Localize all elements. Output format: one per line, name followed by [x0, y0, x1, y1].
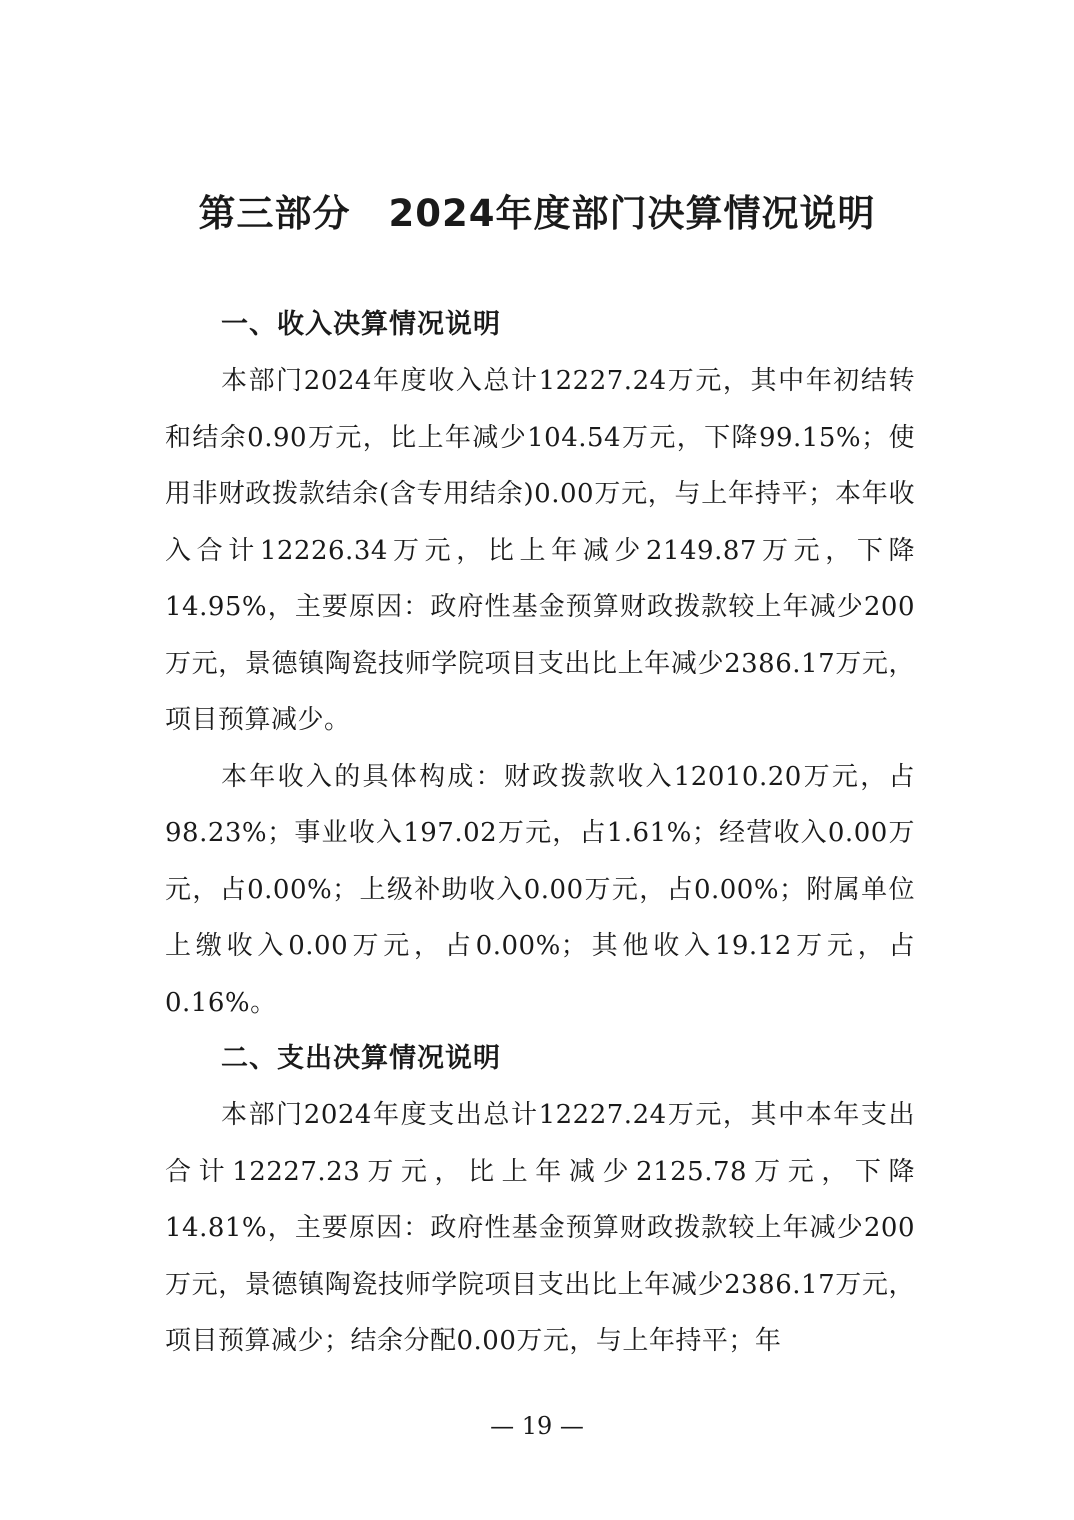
section-expenditure [165, 1031, 915, 1370]
page-number: — 19 — [490, 1412, 584, 1440]
paragraph: 本部门2024年度支出总计12227.24万元，其中本年支出合计12227.23万元，比上年减少2125.78万元，下降14.81%，主要原因：政府性基金预算财政拨款较上年减少200万元，景德镇陶瓷技师学院项目支出比上年减少2386.17万元，项目预算减少；结余分配0.00万元，与上年持平；年 [165, 1100, 915, 1356]
section-heading: 二、支出决算情况说明 [221, 1043, 501, 1074]
section-income [165, 297, 915, 1031]
paragraph: 本部门2024年度收入总计12227.24万元，其中年初结转和结余0.90万元，比上年减少104.54万元，下降99.15%；使用非财政拨款结余(含专用结余)0.00万元，与上年持平；本年收入合计12226.34万元，比上年减少2149.87万元，下降14.95%，主要原因：政府性基金预算财政拨款较上年减少200万元，景德镇陶瓷技师学院项目支出比上年减少2386.17万元，项目预算减少。 [165, 366, 915, 735]
page-title: 第三部分 2024年度部门决算情况说明 [198, 192, 876, 235]
document-body [165, 297, 915, 1370]
section-heading: 一、收入决算情况说明 [221, 309, 501, 340]
paragraph: 本年收入的具体构成：财政拨款收入12010.20万元，占98.23%；事业收入197.02万元，占1.61%；经营收入0.00万元，占0.00%；上级补助收入0.00万元，占0.00%；附属单位上缴收入0.00万元，占0.00%；其他收入19.12万元，占0.16%。 [165, 761, 915, 1018]
